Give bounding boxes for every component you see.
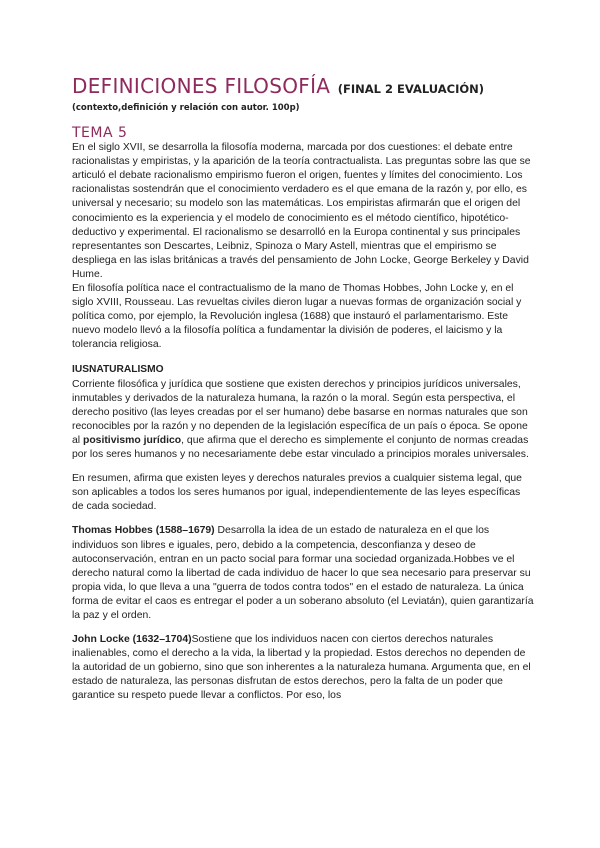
iusnaturalismo-summary: En resumen, afirma que existen leyes y derechos naturales previos a cualquier sistema legal, que son aplicables a todos los seres humanos por igual, independientemente de las leyes específicas de cada sociedad. [72, 473, 522, 513]
locke-paragraph [72, 633, 534, 703]
iusnaturalismo-text-before: Corriente filosófica y jurídica que sostiene que existen derechos y principios jurídicos universales, inmutables y derivados de la naturaleza humana, la razón o la moral. Según esta perspectiva, el derecho positivo (las leyes creadas por el ser humano) debe basarse en normas naturales que son reconocibles por la razón y no dependen de la legislación específica de un país o época. Se opone al [72, 378, 528, 446]
title-line [72, 74, 542, 98]
spacer [72, 353, 534, 363]
positivismo-term: positivismo jurídico [82, 434, 182, 446]
iusnaturalismo-text-after: , que afirma que el derecho es simplemente el conjunto de normas creadas por los seres humanos y no necesariamente debe estar vinculado a principios morales universales. [72, 434, 529, 461]
section-heading-iusnaturalismo: IUSNATURALISMO [72, 363, 164, 375]
tema-paragraph-1: En el siglo XVII, se desarrolla la filosofía moderna, marcada por dos cuestiones: el debate entre racionalistas y empiristas, y la aparición de la teoría contractualista. Las preguntas sobre las que se articuló el debate racionalismo empirismo fueron el origen, fuentes y límites del conocimiento. Los racionalistas sostendrán que el conocimiento verdadero es el que emana de la razón y, por ello, es universal y necesario; su modelo son las matemáticas. Los empiristas afirmarán que el origen del conocimiento es la experiencia y el modelo de conocimiento es el método científico, hipotético-deductivo y experimental. El racionalismo se desarrolló en la Europa continental y sus principales representantes son Descartes, Leibniz, Spinoza o Mary Astell, mientras que el empirismo se despliega en las islas británicas a través del pensamiento de John Locke, George Berkeley y David Hume. [72, 142, 531, 280]
document-header [72, 74, 542, 113]
hobbes-name: Thomas Hobbes (1588–1679) [72, 525, 215, 537]
section-heading-tema: TEMA 5 [72, 125, 128, 141]
locke-name: John Locke (1632–1704) [72, 634, 192, 646]
spacer [72, 462, 534, 472]
document-subtitle: (contexto,definición y relación con autor. 100p) [72, 103, 300, 113]
hobbes-text: Desarrolla la idea de un estado de naturaleza en el que los individuos son libres e iguales, pero, debido a la competencia, desconfianza y deseo de autoconservación, entran en un pacto social para formar una sociedad organizada.Hobbes ve el derecho natural como la libertad de cada individuo de hacer lo que sea necesario para preservar su propia vida, lo que lleva a una "guerra de todos contra todos" en el estado de naturaleza. La única forma de evitar el caos es entregar el poder a un soberano absoluto (el Leviatán), quien garantizaría la paz y el orden. [72, 525, 534, 621]
document-title-suffix: (FINAL 2 EVALUACIÓN) [337, 82, 485, 96]
iusnaturalismo-paragraph [72, 378, 534, 463]
spacer [72, 514, 534, 524]
spacer [72, 623, 534, 633]
document-body [72, 126, 534, 704]
tema-paragraph-2: En filosofía política nace el contractualismo de la mano de Thomas Hobbes, John Locke y, en el siglo XVIII, Rousseau. Las revueltas civiles dieron lugar a nuevas formas de organización social y política como, por ejemplo, la Revolución inglesa (1688) que instauró el parlamentarismo. Este nuevo modelo llevó a la filosofía política a fundamentar la división de poderes, el laicismo y la tolerancia religiosa. [72, 283, 522, 351]
document-title: DEFINICIONES FILOSOFÍA [72, 74, 331, 98]
hobbes-paragraph [72, 524, 534, 623]
locke-text: Sostiene que los individuos nacen con ciertos derechos naturales inalienables, como el derecho a la vida, la libertad y la propiedad. Estos derechos no dependen de la autoridad de un gobierno, sino que son inherentes a la naturaleza humana. Argumenta que, en el estado de naturaleza, las personas disfrutan de estos derechos, pero la falta de un poder que garantice su respeto puede llevar a conflictos. Por eso, los [72, 634, 531, 702]
